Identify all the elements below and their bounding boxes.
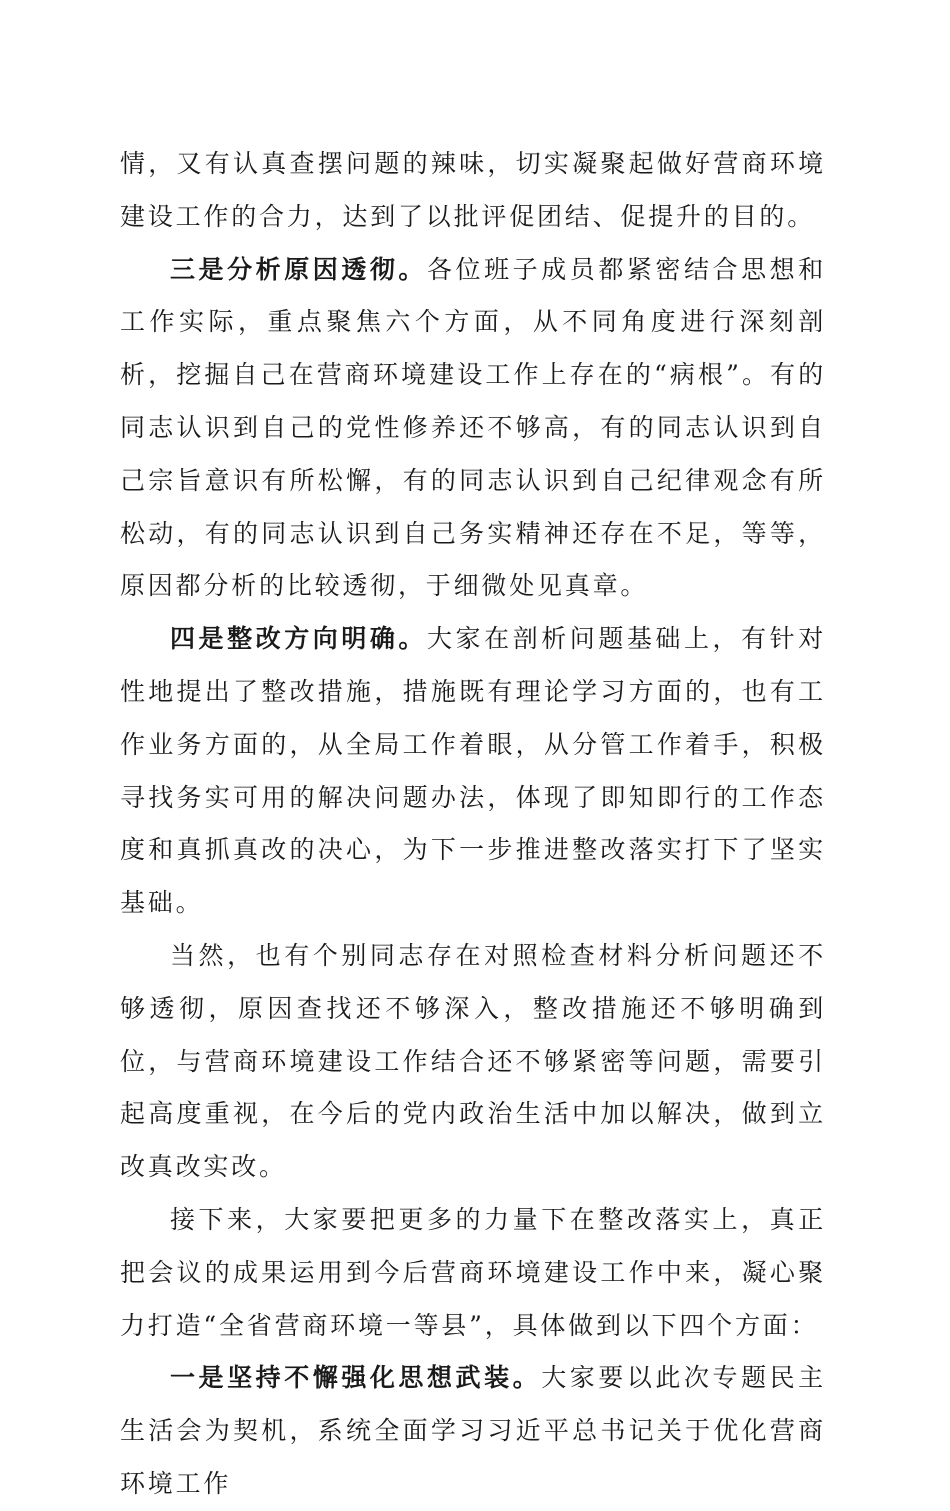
paragraph-lead-heading: 四是整改方向明确。: [170, 624, 427, 654]
paragraph-text: 当然，也有个别同志存在对照检查材料分析问题还不够透彻，原因查找还不够深入，整改措施还不够明确到位，与营商环境建设工作结合还不够紧密等问题，需要引起高度重视，在今后的党内政治生活中加以解决，做到立改真改实改。: [120, 940, 826, 1182]
paragraph-text: 大家在剖析问题基础上，有针对性地提出了整改措施，措施既有理论学习方面的，也有工作业务方面的，从全局工作着眼，从分管工作着手，积极寻找务实可用的解决问题办法，体现了即知即行的工作态度和真抓真改的决心，为下一步推进整改落实打下了坚实基础。: [120, 624, 827, 918]
paragraph-point-three: [120, 244, 826, 614]
paragraph-point-four: [120, 613, 826, 930]
paragraph-continuation: [120, 138, 826, 244]
paragraph-point-one: [120, 1352, 826, 1510]
document-body: [120, 138, 826, 1511]
paragraph-shortcomings: [120, 930, 826, 1194]
paragraph-text: 各位班子成员都紧密结合思想和工作实际，重点聚焦六个方面，从不同角度进行深刻剖析，挖掘自己在营商环境建设工作上存在的“病根”。有的同志认识到自己的党性修养还不够高，有的同志认识到自己宗旨意识有所松懈，有的同志认识到自己纪律观念有所松动，有的同志认识到自己务实精神还存在不足，等等，原因都分析的比较透彻，于细微处见真章。: [120, 254, 827, 601]
paragraph-lead-heading: 三是分析原因透彻。: [170, 254, 427, 284]
paragraph-next-steps: [120, 1194, 826, 1352]
paragraph-text: 情，又有认真查摆问题的辣味，切实凝聚起做好营商环境建设工作的合力，达到了以批评促团结、促提升的目的。: [120, 149, 826, 231]
paragraph-text: 大家要以此次专题民主生活会为契机，系统全面学习习近平总书记关于优化营商环境工作: [120, 1363, 826, 1498]
paragraph-text: 接下来，大家要把更多的力量下在整改落实上，真正把会议的成果运用到今后营商环境建设工作中来，凝心聚力打造“全省营商环境一等县”，具体做到以下四个方面：: [120, 1204, 826, 1340]
paragraph-lead-heading: 一是坚持不懈强化思想武装。: [170, 1363, 542, 1393]
